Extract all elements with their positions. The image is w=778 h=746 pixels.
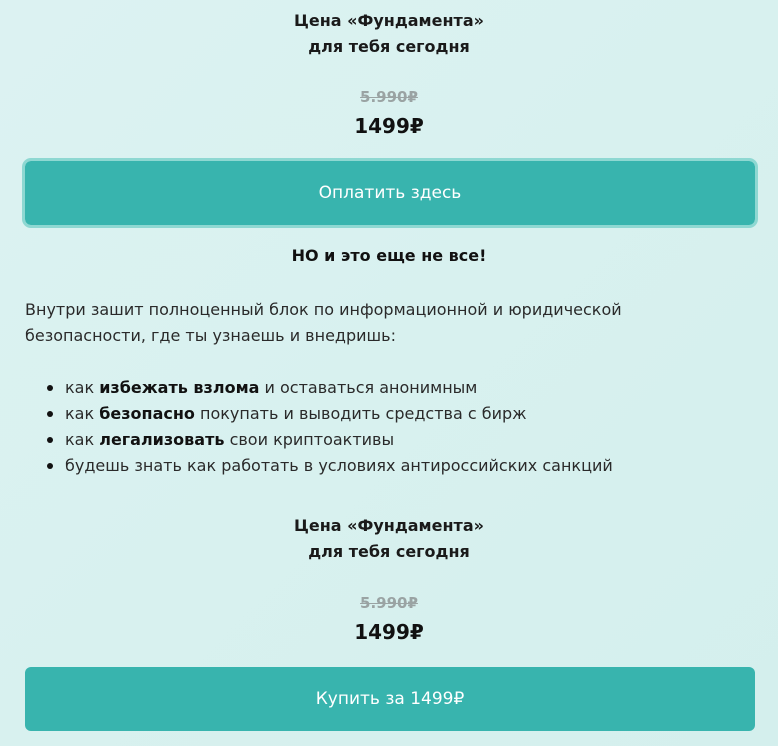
list-item: как легализовать свои криптоактивы xyxy=(25,427,745,453)
new-price: 1499₽ xyxy=(354,114,424,138)
list-item: как безопасно покупать и выводить средства с бирж xyxy=(25,401,745,427)
new-price: 1499₽ xyxy=(354,620,424,644)
bullet-icon xyxy=(47,437,53,443)
buy-button[interactable]: Купить за 1499₽ xyxy=(25,667,755,731)
section-paragraph: Внутри зашит полноценный блок по информационной и юридической безопасности, где ты узнаешь и внедришь: xyxy=(25,300,622,345)
bullet-icon xyxy=(47,411,53,417)
offer-title-line2: для тебя сегодня xyxy=(308,542,470,561)
old-price: 5.990₽ xyxy=(360,594,418,612)
section-heading: НО и это еще не все! xyxy=(291,246,487,265)
bullet-icon xyxy=(47,385,53,391)
list-item: будешь знать как работать в условиях антироссийских санкций xyxy=(25,453,745,479)
offer-title-line1: Цена «Фундамента» xyxy=(294,11,484,30)
offer-title-line1: Цена «Фундамента» xyxy=(294,516,484,535)
offer-title-line2: для тебя сегодня xyxy=(308,37,470,56)
list-item: как избежать взлома и оставаться анонимным xyxy=(25,375,745,401)
feature-list xyxy=(25,375,745,479)
pay-here-button[interactable]: Оплатить здесь xyxy=(25,161,755,225)
old-price: 5.990₽ xyxy=(360,88,418,106)
bullet-icon xyxy=(47,463,53,469)
